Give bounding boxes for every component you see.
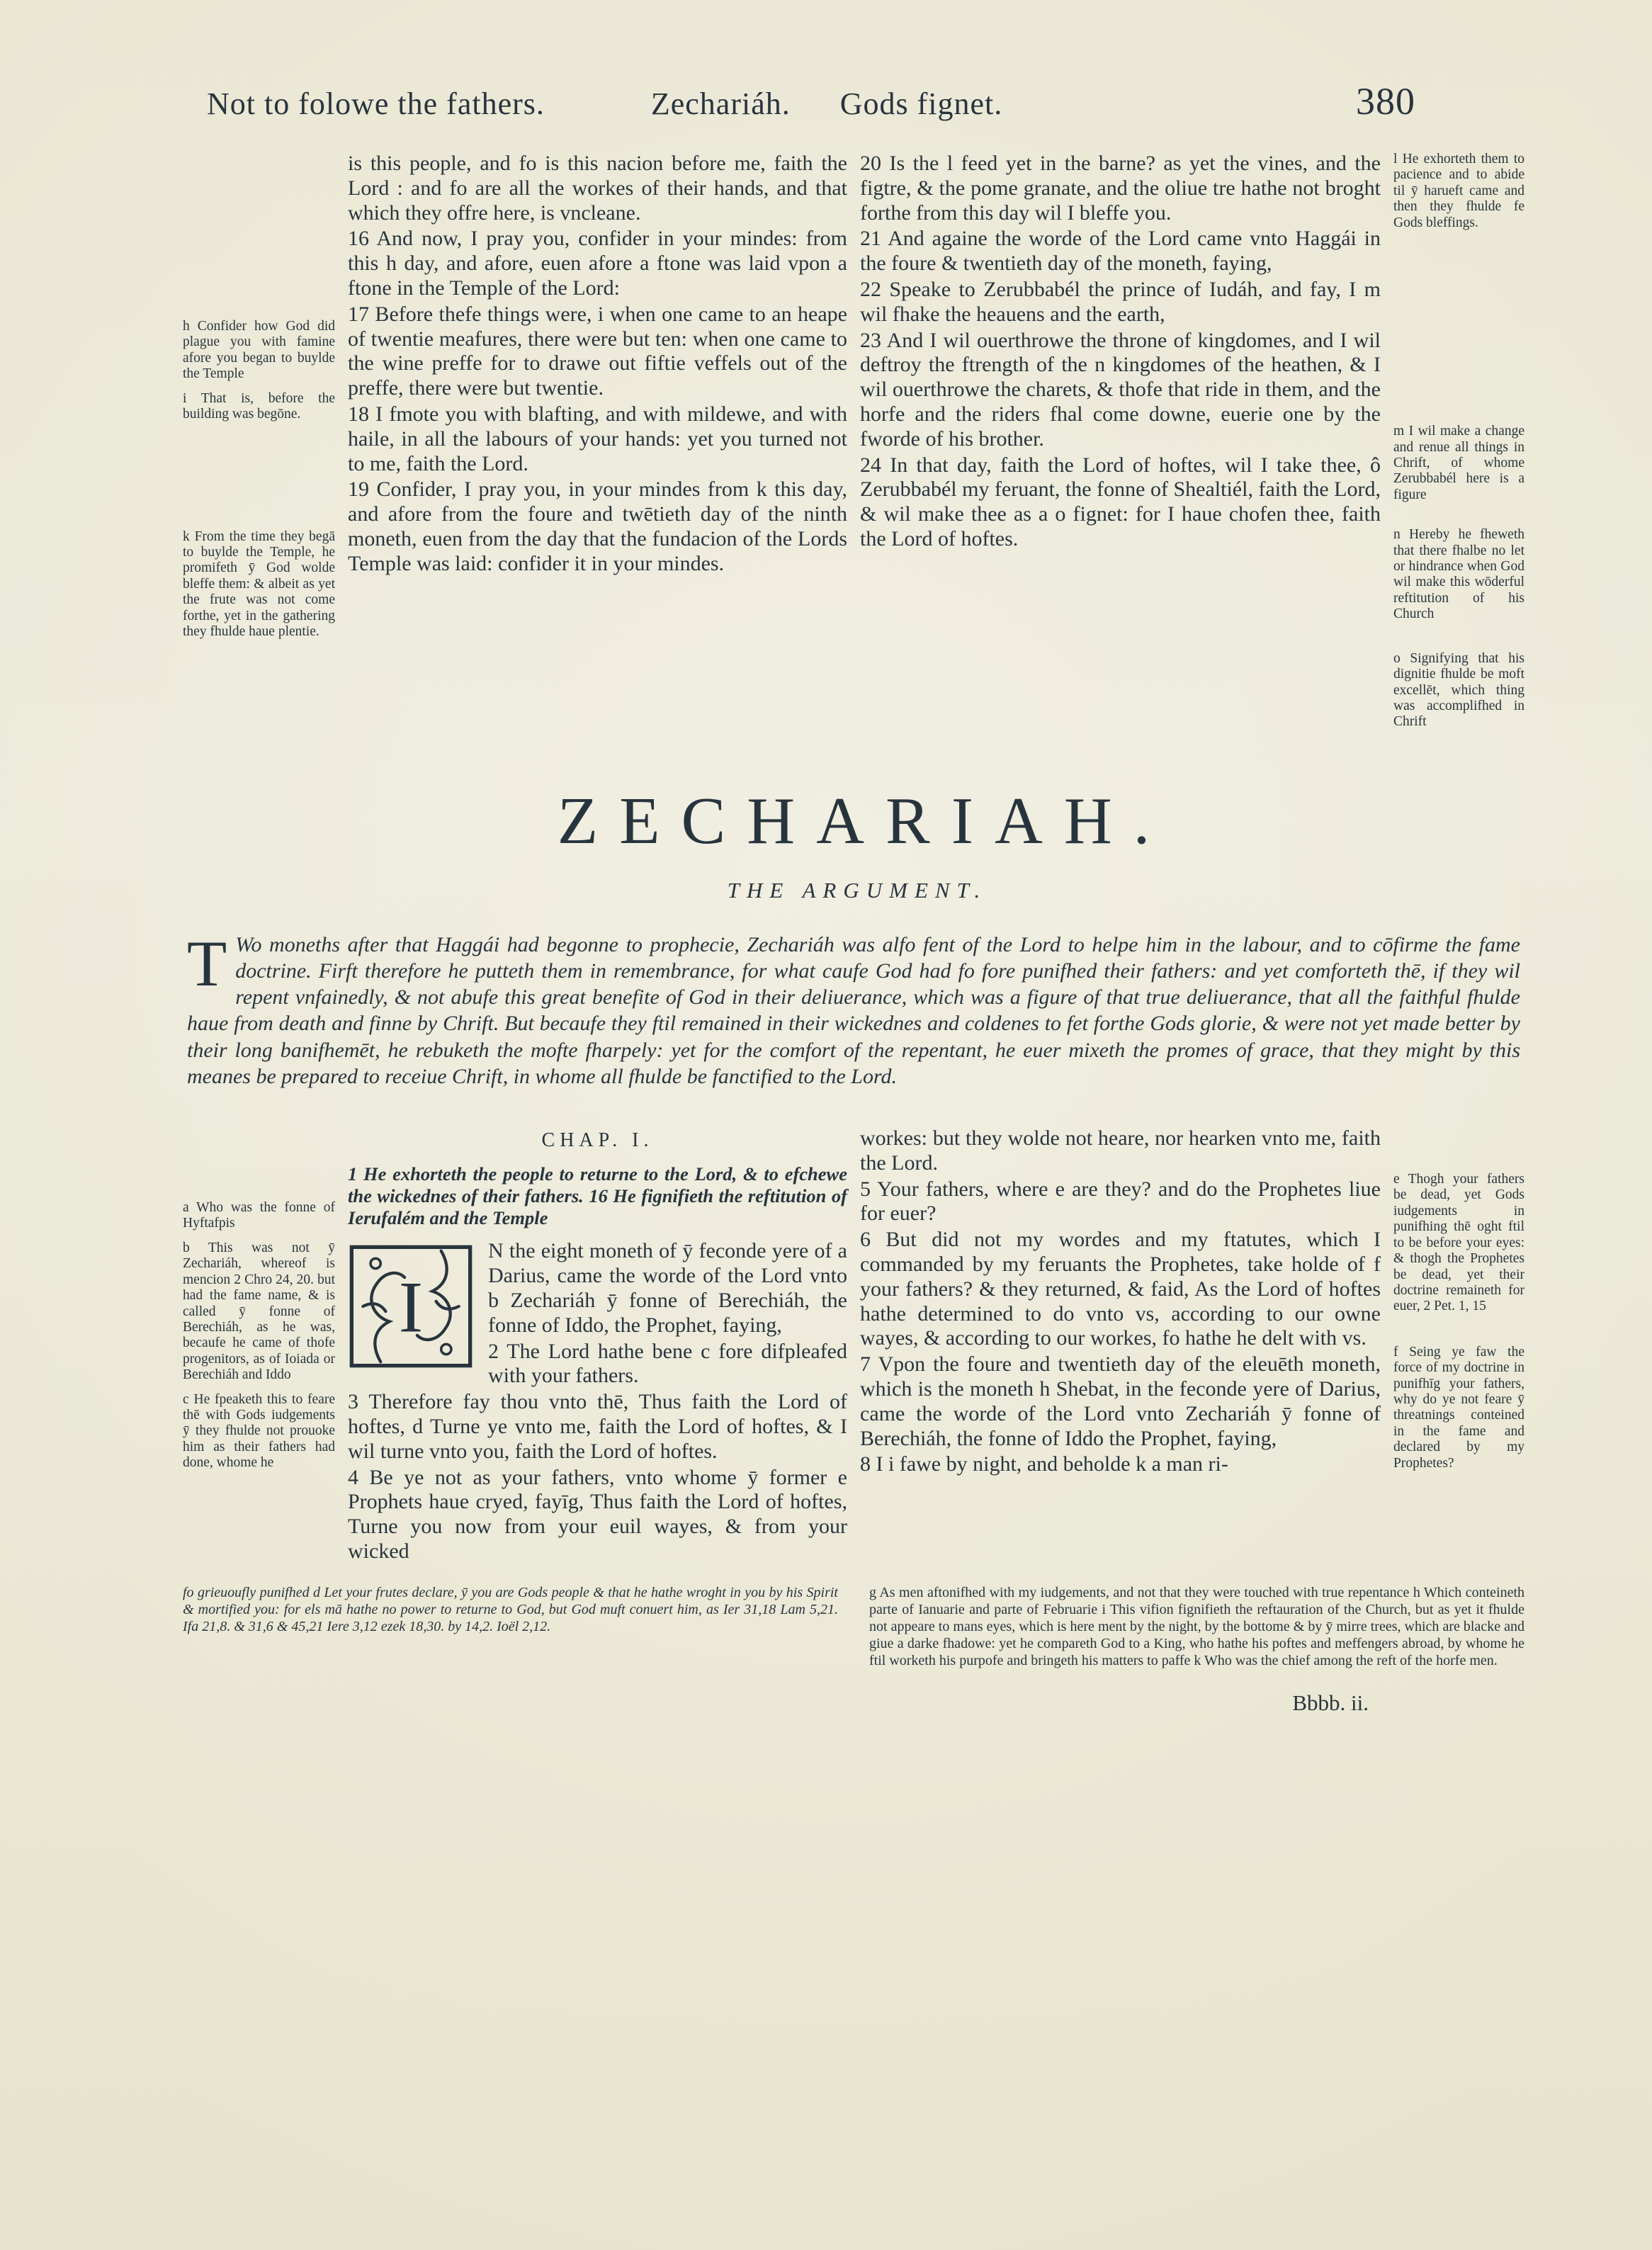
chapter1-left-margin-notes bbox=[183, 1126, 335, 1564]
footnote-block-left: fo grieuoufly punifhed d Let your frutes declare, ȳ you are Gods people & that he hathe wroght in you by his Spirit & mortified you: for els mā hathe no power to returne to God, but God muft conuert him, as Ier 31,18 Lam 5,21. Ifa 21,8. & 31,6 & 45,21 Iere 3,12 ezek 18,30. by 14,2. Ioël 2,12. bbox=[183, 1584, 838, 1634]
margin-note: m I wil make a change and renue all things in Chrift, of whome Zerubbabél here is a figure bbox=[1393, 424, 1524, 502]
book-title: ZECHARIAH. bbox=[557, 784, 1172, 858]
verse: N the eight moneth of ȳ feconde yere of a Darius, came the worde of the Lord vnto b Zechariáh ȳ fonne of Berechiáh, the fonne of Iddo, the Prophet, faying, bbox=[488, 1239, 847, 1337]
verse: 20 Is the l feed yet in the barne? as yet the vines, and the figtre, & the pome granate, and the oliue tre hathe not broght forthe from this day wil I bleffe you. bbox=[860, 152, 1381, 225]
verse: 2 The Lord hathe bene c fore difpleafed with your fathers. bbox=[488, 1339, 847, 1388]
running-head bbox=[183, 79, 1524, 123]
chapter1-right-margin-notes bbox=[1393, 1126, 1524, 1564]
verse: 17 Before thefe things were, i when one came to an heape of twentie meafures, there were but ten: when one came to the wine preffe for to drawe out fiftie veffels out of the preffe, there were but twentie. bbox=[348, 302, 847, 400]
margin-note: e Thogh your fathers be dead, yet Gods iudgements in punifhing thē oght ftil to be before your eyes: & thogh the Prophetes be dead, yet their doctrine remaineth for euer, 2 Pet. 1, 15 bbox=[1393, 1171, 1524, 1314]
decorated-initial-icon bbox=[348, 1243, 474, 1369]
chapter1-section bbox=[183, 1126, 1524, 1564]
decorated-initial bbox=[348, 1243, 474, 1369]
margin-note: o Signifying that his dignitie fhulde be moft excellēt, which thing was accomplifhed in Chrift bbox=[1393, 650, 1524, 730]
verse: 4 Be ye not as your fathers, vnto whome ȳ former e Prophets haue cryed, fayīg, Thus faith the Lord of hoftes, Turne you now from your euil wayes, & from your wicked bbox=[348, 1465, 847, 1564]
margin-note: n Hereby he fheweth that there fhalbe no let or hindrance when God wil make this wōderful reftitution of his Church bbox=[1393, 527, 1524, 622]
chapter1-right-column bbox=[860, 1126, 1381, 1564]
haggai-right-margin-notes bbox=[1393, 152, 1524, 739]
margin-note: h Confider how God did plague you with famine afore you began to buylde the Temple bbox=[183, 319, 335, 382]
verse: 5 Your fathers, where e are they? and do the Prophetes liue for euer? bbox=[860, 1177, 1381, 1226]
running-head-center: Zechariáh. bbox=[650, 86, 791, 121]
verse: 18 I fmote you with blafting, and with mildewe, and with haile, in all the labours of your hands: yet you turned not to me, faith the Lord. bbox=[348, 402, 847, 475]
verse: 21 And againe the worde of the Lord came vnto Haggái in the foure & twentieth day of the moneth, faying, bbox=[860, 227, 1381, 276]
verse: is this people, and fo is this nacion before me, faith the Lord : and fo are all the workes of their hands, and that which they offre here, is vncleane. bbox=[348, 152, 847, 225]
margin-note: a Who was the fonne of Hyftafpis bbox=[183, 1199, 335, 1231]
haggai-right-column bbox=[860, 152, 1381, 739]
haggai-left-margin-notes bbox=[183, 152, 335, 739]
margin-note: l He exhorteth them to pacience and to abide til ȳ harueft came and then they fhulde fe Gods bleffings. bbox=[1393, 152, 1524, 230]
margin-note: c He fpeaketh this to feare thē with Gods iudgements ȳ they fhulde not prouoke him as their fathers had done, whome he bbox=[183, 1391, 335, 1471]
chapter-summary: 1 He exhorteth the people to returne to the Lord, & to efchewe the wickednes of their fathers. 16 He fignifieth the reftitution of Ierufalém and the Temple bbox=[348, 1163, 847, 1229]
verse: workes: but they wolde not heare, nor hearken vnto me, faith the Lord. bbox=[860, 1126, 1381, 1175]
argument-heading: THE ARGUMENT. bbox=[727, 877, 988, 903]
argument-text: Wo moneths after that Haggái had begonne to prophecie, Zechariáh was alfo fent of the Lord to helpe him in the labour, and to cōfirme the fame doctrine. Firft therefore he putteth them in remembrance, for what caufe God had fo fore punifhed their fathers: and yet comforteth thē, if they wil repent vnfainedly, & not abufe this great benefite of God in their deliuerance, which was a figure of that true deliuerance, that all the faithful fhulde haue from death and finne by Chrift. But becaufe they ftil remained in their wickednes and coldenes to fet forthe Gods glorie, & were not yet made better by their long banifhemēt, he rebuketh the mofte fharpely: yet for the comfort of the repentant, he euer mixeth the promes of grace, that they might by this meanes be prepared to receiue Chrift, in whome all fhulde be fanctified to the Lord. bbox=[187, 932, 1520, 1088]
verse: 3 Therefore fay thou vnto thē, Thus faith the Lord of hoftes, d Turne ye vnto me, faith the Lord of hoftes, & I wil turne vnto you, faith the Lord of hoftes. bbox=[348, 1390, 847, 1463]
verse: 8 I i fawe by night, and beholde k a man ri- bbox=[860, 1452, 1228, 1476]
verse: 22 Speake to Zerubbabél the prince of Iudáh, and fay, I m wil fhake the heauens and the earth, bbox=[860, 277, 1381, 326]
signature-mark: Bbbb. ii. bbox=[1292, 1690, 1369, 1715]
margin-note: b This was not ȳ Zechariáh, whereof is mencion 2 Chro 24, 20. but had the fame name, & is called ȳ fonne of Berechiáh, as he was, becaufe he came of thofe progenitors, as of Ioiada or Berechiáh and Iddo bbox=[183, 1240, 335, 1383]
verse: 24 In that day, faith the Lord of hoftes, wil I take thee, ô Zerubbabél my feruant, the fonne of Shealtiél, faith the Lord, & wil make thee as a o fignet: for I haue chofen thee, faith the Lord of hoftes. bbox=[860, 453, 1381, 550]
haggai-left-column bbox=[348, 152, 847, 739]
chapter1-left-column bbox=[348, 1126, 847, 1564]
verse: 6 But did not my wordes and my ftatutes, which I commanded by my feruants the Prophetes, take holde of f your fathers? & they returned, & faid, As the Lord of hoftes hathe determined to do vnto vs, according to our owne wayes, & according to our workes, fo hathe he delt with vs. bbox=[860, 1228, 1381, 1350]
chapter-heading: CHAP. I. bbox=[541, 1129, 654, 1151]
verse: 23 And I wil ouerthrowe the throne of kingdomes, and I wil deftroy the ftrength of the n kingdomes of the heathen, & I wil ouerthrowe the charets, & thofe that ride in them, and the horfe and the riders fhal come downe, euerie one by the fworde of his brother. bbox=[860, 328, 1381, 451]
verse: 16 And now, I pray you, confider in your mindes: from this h day, and afore, euen afore a ftone was laid vpon a ftone in the Temple of the Lord: bbox=[348, 227, 847, 300]
page-number: 380 bbox=[1356, 80, 1415, 123]
margin-note: f Seing ye faw the force of my doctrine in punifhīg your fathers, why do ye not feare ȳ threatnings conteined in the fame and declared by my Prophetes? bbox=[1393, 1344, 1524, 1471]
running-head-right: Gods fignet. bbox=[839, 86, 1003, 121]
verse: 7 Vpon the foure and twentieth day of the eleuēth moneth, which is the moneth h Shebat, in the feconde yere of Darius, came the worde of the Lord vnto Zechariáh ȳ fonne of Berechiáh, the fonne of Iddo the Prophet, faying, bbox=[860, 1352, 1381, 1450]
margin-note: k From the time they begā to buylde the Temple, he promifeth ȳ God wolde bleffe them: & albeit as yet the frute was not come forthe, yet in the gathering they fhulde haue plentie. bbox=[183, 528, 335, 640]
verse: 19 Confider, I pray you, in your mindes from k this day, and afore from the foure and twētieth day of the ninth moneth, euen from the day that the fundacion of the Lords Temple was laid: confider it in your mindes. bbox=[348, 477, 847, 575]
bottom-footnotes bbox=[183, 1584, 1524, 1669]
margin-note: i That is, before the building was begōne. bbox=[183, 390, 335, 422]
running-head-left: Not to folowe the fathers. bbox=[207, 86, 545, 121]
initial-letter: I bbox=[398, 1267, 424, 1349]
argument-dropcap: T bbox=[187, 927, 227, 1000]
argument-block bbox=[187, 927, 1520, 1090]
footnote-block-right: g As men aftonifhed with my iudgements, and not that they were touched with true repentance h Which conteineth parte of Ianuarie and parte of Februarie i This vifion fignifieth the reftauration of the Church, but as yet it fhulde not appeare to mans eyes, which is here ment by the night, by the bottome & by ȳ mirre trees, which are blacke and giue a darke fhadowe: yet he compareth God to a King, who hathe his poftes and meffengers abroad, by whome he ftil worketh his purpofe and bringeth his matters to paffe k Who was the chief among the reft of the horfe men. bbox=[869, 1584, 1524, 1668]
haggai-section bbox=[183, 152, 1524, 739]
